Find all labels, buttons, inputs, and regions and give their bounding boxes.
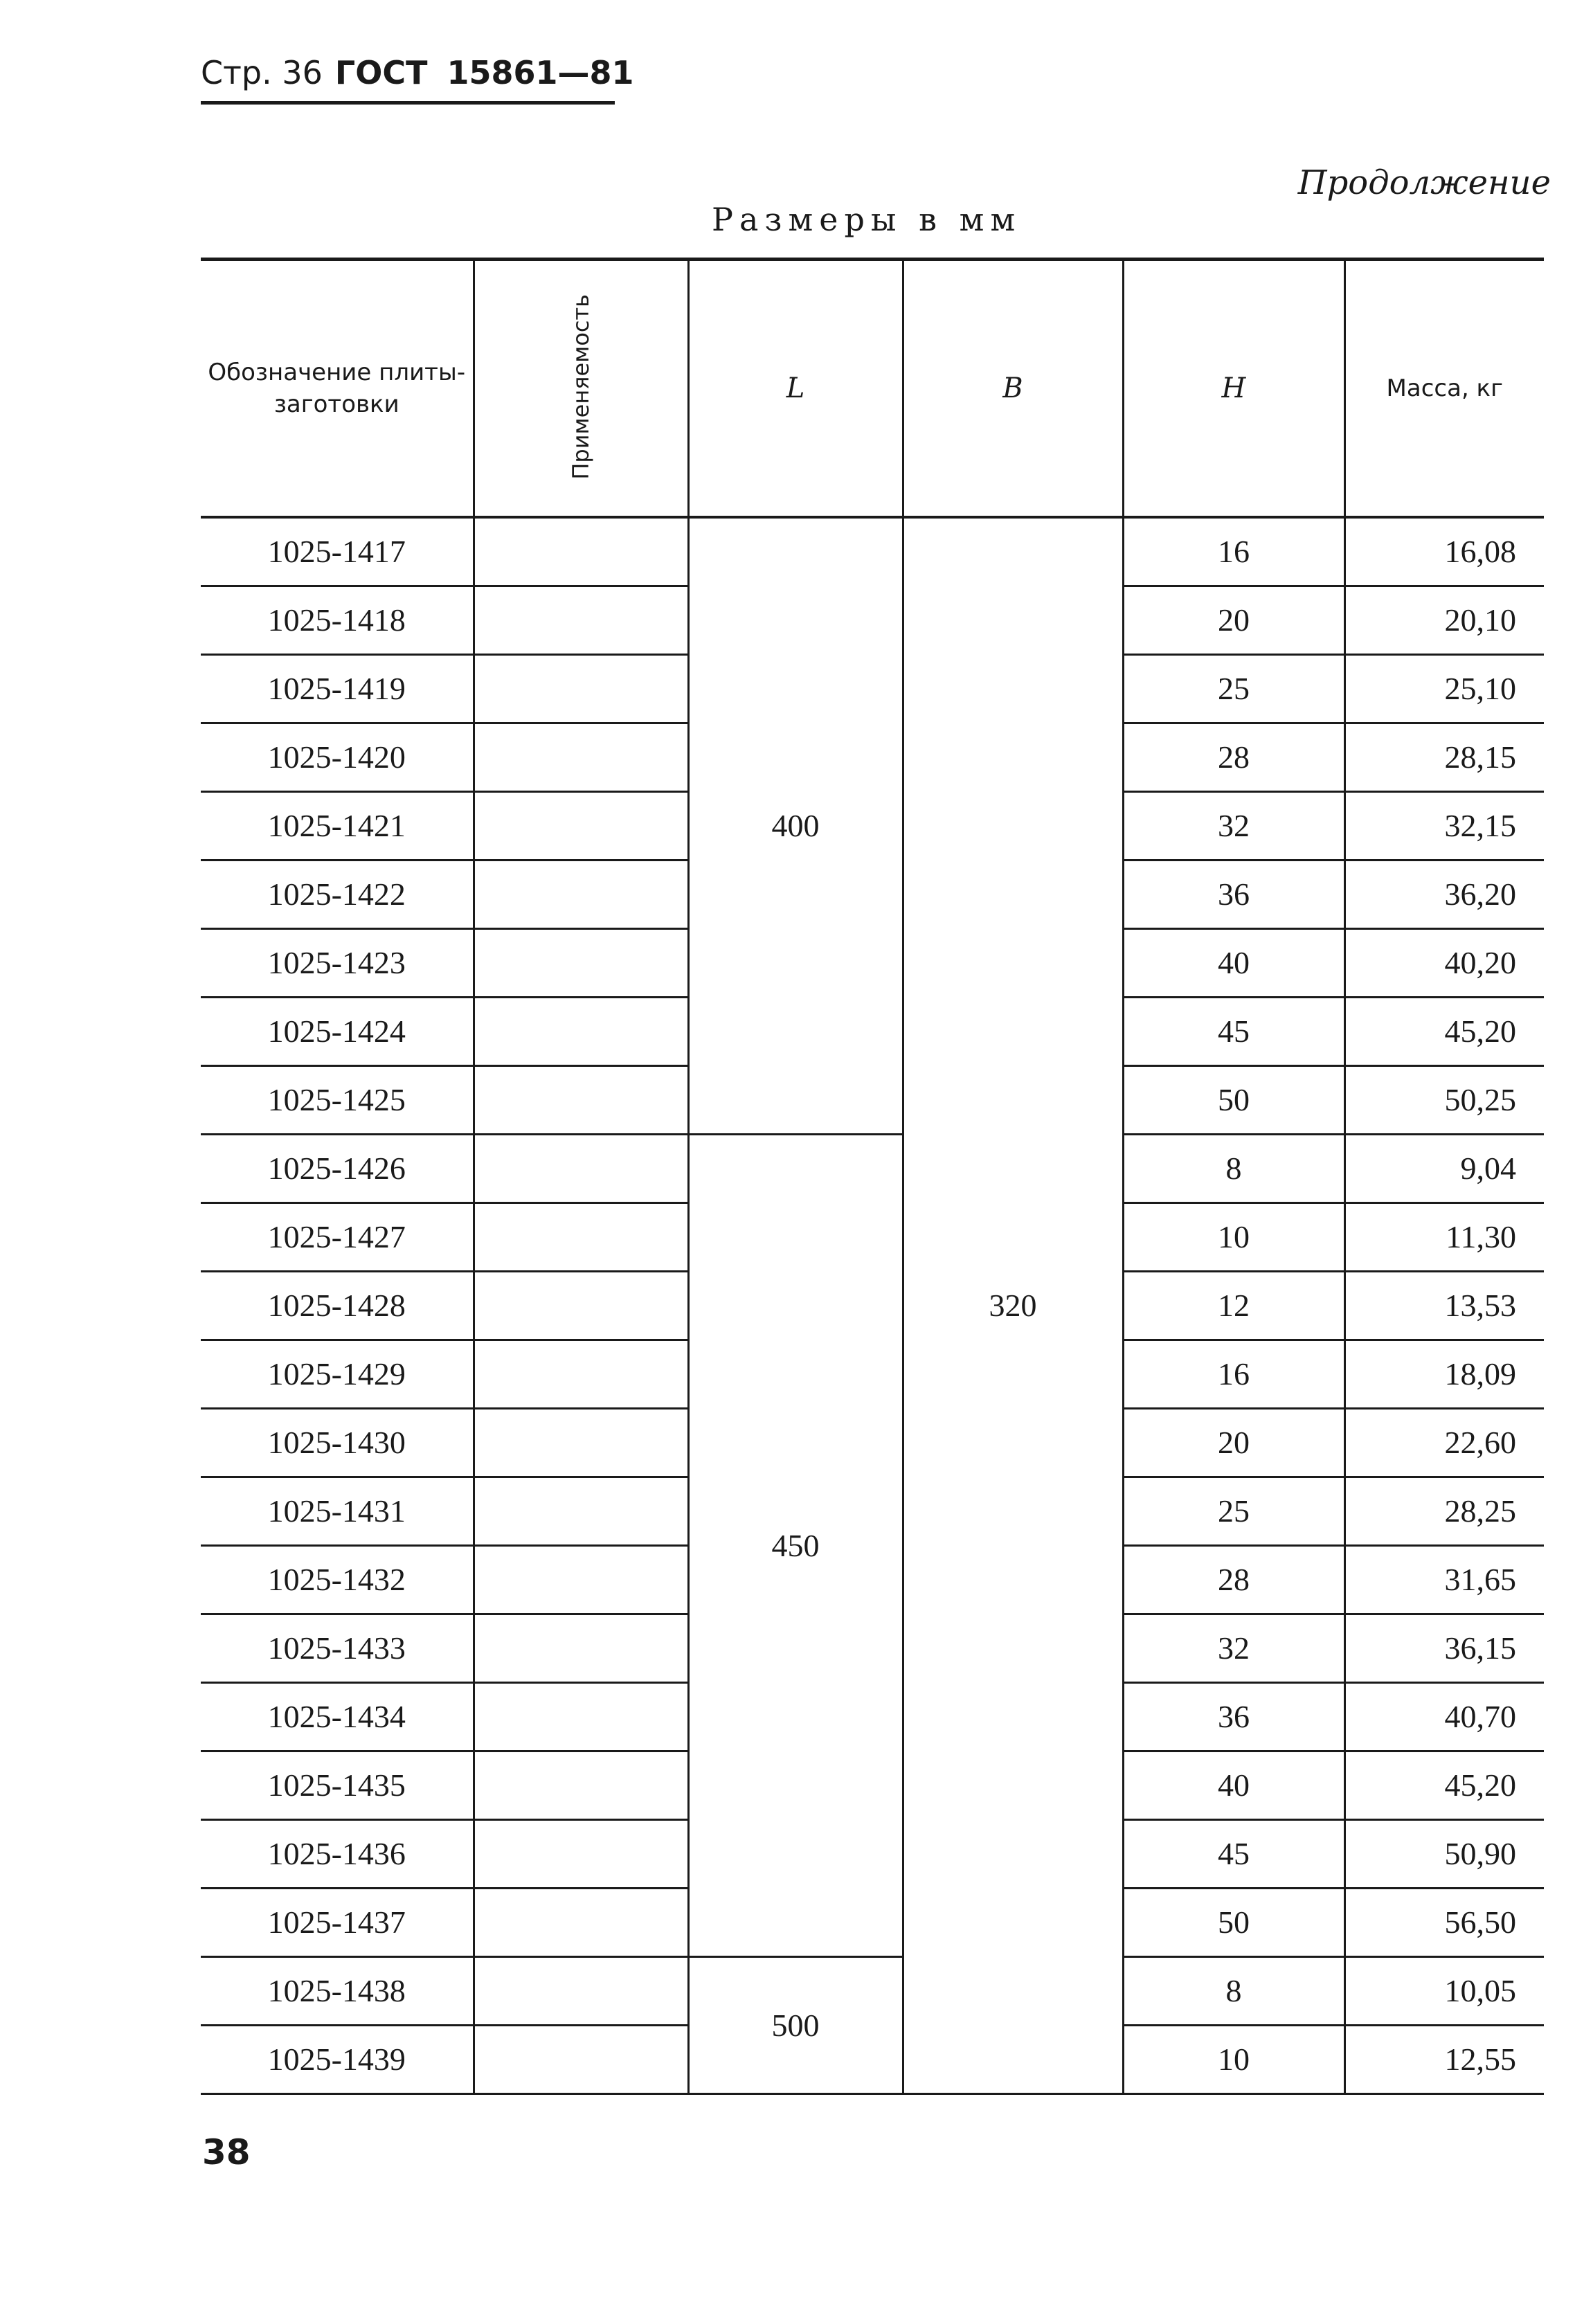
table-bottom-rule — [201, 2093, 1544, 2095]
mass-value-cell — [1344, 1272, 1544, 1340]
mass-value-cell-text: 45,20 — [1444, 1767, 1516, 1803]
mass-value-cell — [1344, 1614, 1544, 1683]
L-value-cell-text: 500 — [771, 2007, 820, 2043]
designation-cell — [201, 1614, 474, 1683]
designation-cell — [201, 998, 474, 1066]
designation-cell-text: 1025-1431 — [267, 1493, 406, 1529]
applicability-cell — [474, 586, 688, 655]
designation-cell — [201, 586, 474, 655]
mass-value-cell-text: 40,20 — [1444, 945, 1516, 980]
designation-cell — [201, 1957, 474, 2026]
column-header-H: H — [1123, 261, 1344, 516]
mass-value-cell-text: 28,15 — [1444, 739, 1516, 775]
applicability-cell — [474, 1614, 688, 1683]
designation-cell — [201, 1546, 474, 1614]
H-value-cell-text: 8 — [1225, 1151, 1242, 1186]
applicability-cell — [474, 723, 688, 792]
H-value-cell-text: 10 — [1218, 1219, 1250, 1254]
L-value-cell — [688, 519, 903, 1135]
H-value-cell — [1123, 519, 1344, 586]
mass-value-cell-text: 45,20 — [1444, 1014, 1516, 1049]
mass-value-cell-text: 18,09 — [1444, 1356, 1516, 1391]
mass-value-cell — [1344, 861, 1544, 929]
applicability-cell — [474, 655, 688, 723]
H-value-cell-text: 28 — [1218, 1562, 1250, 1597]
mass-value-cell — [1344, 998, 1544, 1066]
designation-cell-text: 1025-1425 — [267, 1082, 406, 1117]
applicability-cell — [474, 929, 688, 998]
applicability-cell — [474, 1203, 688, 1272]
H-value-cell-text: 12 — [1218, 1288, 1250, 1323]
designation-cell — [201, 1751, 474, 1820]
applicability-cell — [474, 1889, 688, 1957]
H-value-cell — [1123, 792, 1344, 861]
mass-value-cell — [1344, 929, 1544, 998]
H-value-cell-text: 16 — [1218, 534, 1250, 569]
designation-cell — [201, 655, 474, 723]
designation-cell — [201, 1272, 474, 1340]
designation-cell — [201, 2026, 474, 2093]
applicability-cell — [474, 1409, 688, 1477]
B-value-cell-text: 320 — [989, 1288, 1037, 1323]
applicability-cell — [474, 792, 688, 861]
H-value-cell — [1123, 1135, 1344, 1203]
designation-cell — [201, 723, 474, 792]
mass-value-cell — [1344, 1477, 1544, 1546]
designation-cell — [201, 1135, 474, 1203]
designation-cell-text: 1025-1435 — [267, 1767, 406, 1803]
H-value-cell-text: 45 — [1218, 1836, 1250, 1871]
H-value-cell-text: 28 — [1218, 739, 1250, 775]
mass-value-cell-text: 11,30 — [1446, 1219, 1516, 1254]
mass-value-cell — [1344, 1066, 1544, 1135]
mass-value-cell — [1344, 1340, 1544, 1409]
H-value-cell-text: 36 — [1218, 1699, 1250, 1734]
designation-cell — [201, 792, 474, 861]
designation-cell-text: 1025-1424 — [267, 1014, 406, 1049]
designation-cell — [201, 1203, 474, 1272]
designation-cell — [201, 1066, 474, 1135]
H-value-cell — [1123, 1820, 1344, 1889]
mass-value-cell-text: 25,10 — [1444, 671, 1516, 706]
mass-value-cell — [1344, 1683, 1544, 1751]
H-value-cell — [1123, 723, 1344, 792]
designation-cell-text: 1025-1438 — [267, 1973, 406, 2008]
H-value-cell-text: 32 — [1218, 808, 1250, 843]
applicability-cell — [474, 1272, 688, 1340]
mass-value-cell-text: 10,05 — [1444, 1973, 1516, 2008]
designation-cell-text: 1025-1432 — [267, 1562, 406, 1597]
applicability-cell — [474, 1340, 688, 1409]
L-value-cell-text: 450 — [771, 1527, 820, 1563]
column-header-L: L — [688, 261, 903, 516]
column-header-B: B — [903, 261, 1123, 516]
H-value-cell-text: 20 — [1218, 602, 1250, 638]
mass-value-cell — [1344, 792, 1544, 861]
designation-cell-text: 1025-1419 — [267, 671, 406, 706]
applicability-cell — [474, 1135, 688, 1203]
mass-value-cell-text: 22,60 — [1444, 1425, 1516, 1460]
mass-value-cell-text: 9,04 — [1460, 1151, 1516, 1186]
designation-cell — [201, 1340, 474, 1409]
mass-value-cell-text: 36,20 — [1444, 876, 1516, 912]
page-number: 38 — [202, 2132, 251, 2172]
mass-value-cell-text: 16,08 — [1444, 534, 1516, 569]
mass-value-cell — [1344, 519, 1544, 586]
H-value-cell-text: 10 — [1218, 2042, 1250, 2077]
designation-cell-text: 1025-1428 — [267, 1288, 406, 1323]
L-value-cell — [688, 1135, 903, 1957]
H-value-cell-text: 20 — [1218, 1425, 1250, 1460]
H-value-cell — [1123, 861, 1344, 929]
H-value-cell-text: 50 — [1218, 1082, 1250, 1117]
H-value-cell — [1123, 1889, 1344, 1957]
applicability-cell — [474, 1751, 688, 1820]
designation-cell-text: 1025-1422 — [267, 876, 406, 912]
H-value-cell — [1123, 1066, 1344, 1135]
applicability-cell — [474, 1546, 688, 1614]
column-header-applicability: Применяемость — [474, 261, 688, 516]
H-value-cell — [1123, 1683, 1344, 1751]
mass-value-cell-text: 50,25 — [1444, 1082, 1516, 1117]
designation-cell — [201, 1409, 474, 1477]
designation-cell-text: 1025-1426 — [267, 1151, 406, 1186]
H-value-cell — [1123, 586, 1344, 655]
page-header — [201, 54, 634, 91]
applicability-cell — [474, 1066, 688, 1135]
designation-cell-text: 1025-1429 — [267, 1356, 406, 1391]
mass-value-cell-text: 50,90 — [1444, 1836, 1516, 1871]
mass-value-cell — [1344, 1135, 1544, 1203]
H-value-cell-text: 8 — [1225, 1973, 1242, 2008]
mass-value-cell-text: 20,10 — [1444, 602, 1516, 638]
header-underline — [201, 101, 615, 105]
page-label: Стр. 36 — [201, 54, 323, 91]
L-value-cell-text: 400 — [771, 808, 820, 843]
designation-cell-text: 1025-1427 — [267, 1219, 406, 1254]
H-value-cell-text: 36 — [1218, 876, 1250, 912]
designation-cell-text: 1025-1423 — [267, 945, 406, 980]
mass-value-cell — [1344, 1820, 1544, 1889]
applicability-cell — [474, 1477, 688, 1546]
mass-value-cell — [1344, 1889, 1544, 1957]
applicability-cell — [474, 1957, 688, 2026]
H-value-cell — [1123, 655, 1344, 723]
designation-cell-text: 1025-1420 — [267, 739, 406, 775]
table-header-row — [201, 261, 1544, 516]
dimensions-table — [201, 258, 1544, 2095]
designation-cell-text: 1025-1433 — [267, 1630, 406, 1666]
H-value-cell — [1123, 998, 1344, 1066]
mass-value-cell-text: 13,53 — [1444, 1288, 1516, 1323]
standard-number: 15861—81 — [447, 54, 634, 91]
table-body — [201, 519, 1544, 2093]
designation-cell — [201, 861, 474, 929]
H-value-cell-text: 32 — [1218, 1630, 1250, 1666]
B-value-cell — [903, 519, 1123, 2093]
mass-value-cell — [1344, 1957, 1544, 2026]
column-header-designation: Обозначение плиты-заготовки — [208, 359, 466, 418]
mass-value-cell-text: 28,25 — [1444, 1493, 1516, 1529]
mass-value-cell-text: 40,70 — [1444, 1699, 1516, 1734]
mass-value-cell-text: 32,15 — [1444, 808, 1516, 843]
mass-value-cell — [1344, 1203, 1544, 1272]
designation-cell — [201, 1820, 474, 1889]
H-value-cell — [1123, 1340, 1344, 1409]
L-value-cell — [688, 1957, 903, 2093]
applicability-cell — [474, 998, 688, 1066]
designation-cell — [201, 1477, 474, 1546]
H-value-cell — [1123, 1957, 1344, 2026]
mass-value-cell-text: 31,65 — [1444, 1562, 1516, 1597]
H-value-cell-text: 50 — [1218, 1904, 1250, 1940]
H-value-cell — [1123, 1546, 1344, 1614]
table-row — [201, 1135, 1544, 1203]
designation-cell — [201, 1683, 474, 1751]
mass-value-cell — [1344, 655, 1544, 723]
mass-value-cell — [1344, 2026, 1544, 2093]
table-row — [201, 1957, 1544, 2026]
H-value-cell-text: 25 — [1218, 1493, 1250, 1529]
applicability-cell — [474, 1683, 688, 1751]
applicability-cell — [474, 861, 688, 929]
mass-value-cell — [1344, 723, 1544, 792]
H-value-cell — [1123, 1409, 1344, 1477]
mass-value-cell-text: 36,15 — [1444, 1630, 1516, 1666]
designation-cell — [201, 519, 474, 586]
H-value-cell-text: 40 — [1218, 1767, 1250, 1803]
H-value-cell-text: 45 — [1218, 1014, 1250, 1049]
designation-cell-text: 1025-1430 — [267, 1425, 406, 1460]
designation-cell — [201, 1889, 474, 1957]
designation-cell-text: 1025-1434 — [267, 1699, 406, 1734]
applicability-cell — [474, 1820, 688, 1889]
H-value-cell-text: 40 — [1218, 945, 1250, 980]
H-value-cell — [1123, 1477, 1344, 1546]
mass-value-cell-text: 56,50 — [1444, 1904, 1516, 1940]
column-header-mass: Масса, кг — [1344, 261, 1544, 516]
applicability-cell — [474, 2026, 688, 2093]
mass-value-cell — [1344, 1409, 1544, 1477]
mass-value-cell — [1344, 1546, 1544, 1614]
H-value-cell — [1123, 1203, 1344, 1272]
designation-cell-text: 1025-1436 — [267, 1836, 406, 1871]
mass-value-cell — [1344, 1751, 1544, 1820]
H-value-cell — [1123, 2026, 1344, 2093]
standard-label: ГОСТ — [334, 54, 428, 91]
H-value-cell — [1123, 1751, 1344, 1820]
H-value-cell-text: 16 — [1218, 1356, 1250, 1391]
continuation-label: Продолжение — [1297, 163, 1551, 202]
applicability-cell — [474, 519, 688, 586]
H-value-cell — [1123, 1614, 1344, 1683]
designation-cell — [201, 929, 474, 998]
mass-value-cell-text: 12,55 — [1444, 2042, 1516, 2077]
designation-cell-text: 1025-1417 — [267, 534, 406, 569]
H-value-cell — [1123, 929, 1344, 998]
mass-value-cell — [1344, 586, 1544, 655]
units-caption: Размеры в мм — [712, 201, 1022, 238]
designation-cell-text: 1025-1421 — [267, 808, 406, 843]
designation-cell-text: 1025-1439 — [267, 2042, 406, 2077]
table-row — [201, 519, 1544, 586]
H-value-cell — [1123, 1272, 1344, 1340]
designation-cell-text: 1025-1437 — [267, 1904, 406, 1940]
designation-cell-text: 1025-1418 — [267, 602, 406, 638]
H-value-cell-text: 25 — [1218, 671, 1250, 706]
